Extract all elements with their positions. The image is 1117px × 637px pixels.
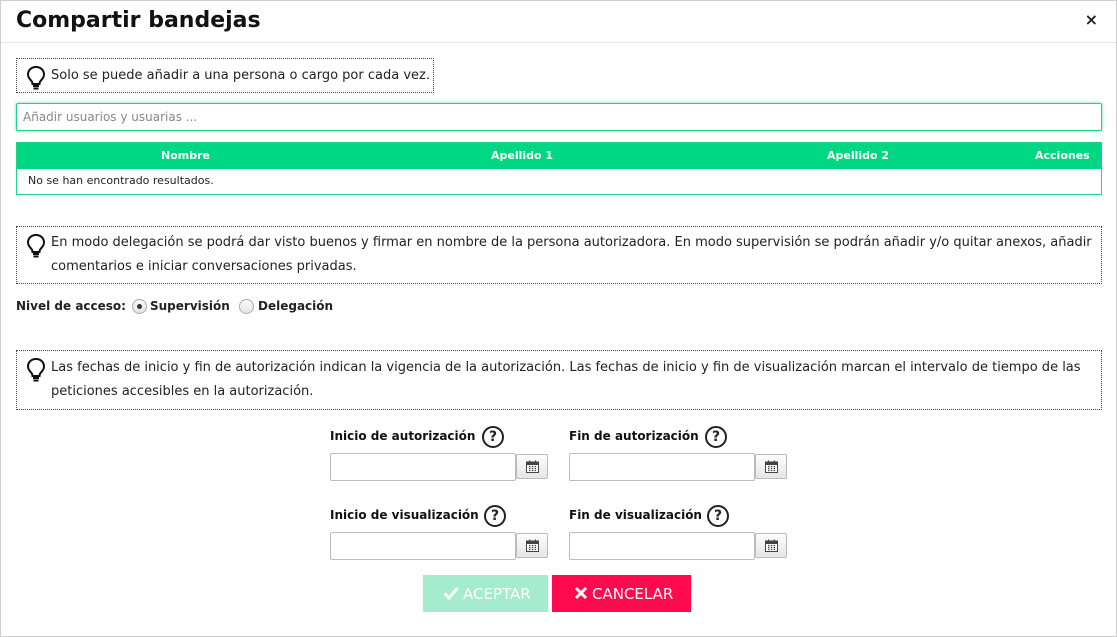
hint-access-modes [16,226,1102,284]
hint-text-line-1: En modo delegación se podrá dar visto buenos y firmar en nombre de la persona autorizadora. En modo supervisión se podrán añadir y/o quitar anexos, añadir [51,235,1092,250]
start-view-label: Inicio de visualización [330,508,479,522]
start-view-input[interactable] [330,532,516,560]
dialog-header [1,1,1116,43]
lightbulb-icon [25,357,47,383]
table-header [17,143,1101,169]
end-view-input[interactable] [569,532,755,560]
hint-single-add [16,58,434,93]
close-icon[interactable]: × [1084,10,1098,29]
empty-results-text: No se han encontrado resultados. [28,174,214,187]
cancel-button[interactable] [552,575,691,612]
help-icon[interactable]: ? [482,426,504,448]
end-auth-input[interactable] [569,453,755,481]
start-auth-input[interactable] [330,453,516,481]
radio-supervision[interactable] [132,299,147,314]
lightbulb-icon [25,65,47,91]
calendar-icon [526,539,539,552]
radio-delegation-label[interactable]: Delegación [258,299,334,313]
check-icon [443,586,459,600]
radio-supervision-label[interactable]: Supervisión [150,299,230,313]
column-header-apellido-1: Apellido 1 [491,149,554,162]
users-table [16,142,1102,195]
calendar-button[interactable] [516,454,548,479]
hint-dates [16,350,1102,410]
dialog-title: Compartir bandejas [16,8,261,33]
access-level-group [16,298,416,316]
calendar-button[interactable] [755,533,787,558]
hint-text-line-2: peticiones accesibles en la autorización. [51,384,314,399]
times-icon [574,586,588,600]
search-users-input[interactable] [16,103,1102,131]
calendar-button[interactable] [516,533,548,558]
column-header-acciones: Acciones [1035,149,1090,162]
calendar-icon [526,460,539,473]
radio-delegation[interactable] [239,299,254,314]
access-level-label: Nivel de acceso: [16,299,126,313]
lightbulb-icon [25,233,47,259]
cancel-button-label: CANCELAR [592,585,674,603]
accept-button-label: ACEPTAR [463,585,531,603]
hint-text-line-1: Las fechas de inicio y fin de autorización indican la vigencia de la autorización. Las fechas de inicio y fin de visualización marcan el intervalo de tiempo de las [51,360,1081,375]
help-icon[interactable]: ? [484,505,506,527]
accept-button[interactable] [423,575,548,612]
start-auth-label: Inicio de autorización [330,429,476,443]
help-icon[interactable]: ? [707,505,729,527]
table-row [17,169,1101,194]
calendar-icon [765,539,778,552]
column-header-apellido-2: Apellido 2 [827,149,890,162]
hint-text: Solo se puede añadir a una persona o cargo por cada vez. [51,68,430,83]
end-view-label: Fin de visualización [569,508,702,522]
help-icon[interactable]: ? [705,426,727,448]
end-auth-label: Fin de autorización [569,429,699,443]
calendar-icon [765,460,778,473]
hint-text-line-2: comentarios e iniciar conversaciones privadas. [51,259,357,274]
calendar-button[interactable] [755,454,787,479]
column-header-nombre: Nombre [161,149,210,162]
